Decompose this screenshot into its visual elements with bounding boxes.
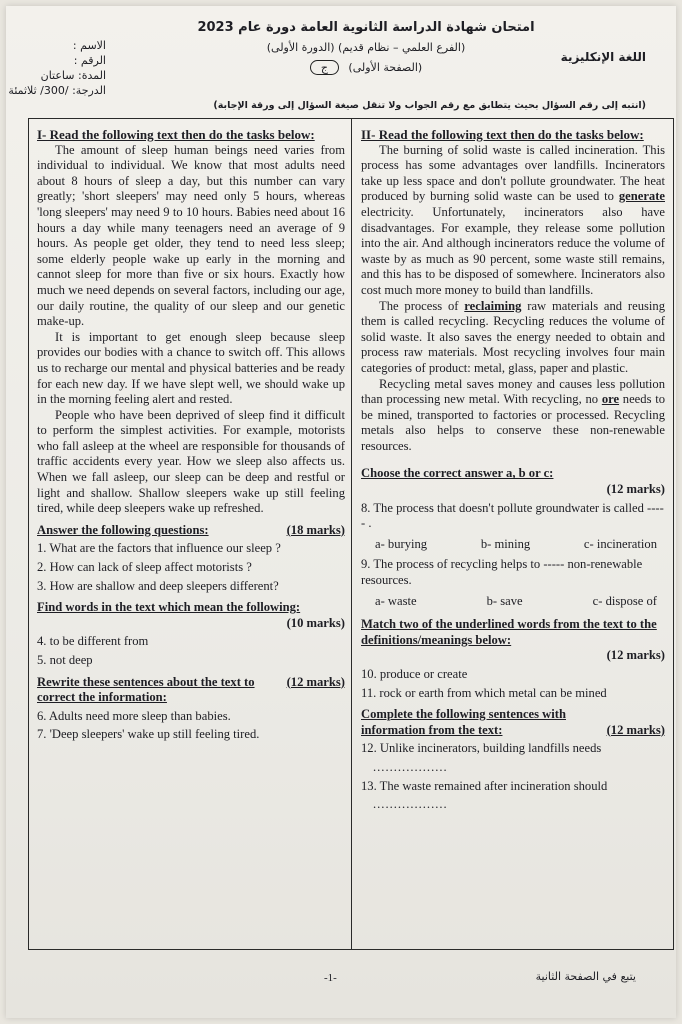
question-8: 8. The process that doesn't pollute groundwater is called ----- . (361, 500, 664, 531)
text-segment: Recycling metal saves money and causes less pollution than processing new metal. With recycling, no (361, 376, 665, 407)
answer-blank-13: .................. (373, 797, 448, 812)
passage-two-paragraph-2 (361, 299, 665, 377)
name-label: الاسم : (72, 39, 106, 52)
task-match-words (361, 617, 665, 648)
option-c: c- incineration (583, 536, 657, 551)
section-one (37, 127, 345, 746)
exam-frame (28, 118, 674, 950)
grade-label: الدرجة: /300/ ثلاثمئة (8, 84, 106, 97)
option-b: b- save (486, 593, 523, 608)
text-segment: raw materials and reusing them is called recycling. Recycling reduces the volume of solid waste. It also saves the energy needed to obtain and process raw materials. Most recycling involves four main categories of product: metal, glass, paper and plastic. (361, 298, 665, 375)
underlined-word-generate: generate (618, 189, 665, 204)
underlined-word-reclaiming: reclaiming (464, 298, 522, 313)
text-segment: The process of (379, 298, 465, 313)
task-label: Complete the following sentences with information from the text: (361, 707, 566, 737)
passage-two-paragraph-3 (361, 377, 665, 455)
passage-one-paragraph-1: The amount of sleep human beings need varies from individual to individual. We know that most adults need about 8 hours of sleep a day, but this number can vary greatly; 'short sleepers' may need only 5 hours, whereas 'long sleepers' may need 9 to 10 hours. Babies need about 16 hours a day while many teenagers need an average of 9 hours. As people get older, they tend to need less sleep; some elderly people wake up early in the morning and cannot sleep for more than five or six hours. Exactly how much we need depends on several factors, including our age, our daily routine, the quality of our sleep and our genetic make-up. (37, 142, 345, 329)
duration-label: المدة: ساعتان (40, 69, 106, 82)
student-info (8, 38, 106, 98)
task-marks: (12 marks) (606, 648, 665, 663)
task-label: Find words in the text which mean the following: (37, 600, 301, 615)
question-9-options (361, 592, 665, 612)
exam-title: امتحان شهادة الدراسة الثانوية العامة دورة عام 2023 (197, 20, 535, 35)
question-1: 1. What are the factors that influence our sleep ? (37, 541, 281, 556)
option-a: a- burying (375, 536, 428, 551)
task-marks: (18 marks) (286, 522, 345, 537)
question-3: 3. How are shallow and deep sleepers different? (37, 578, 279, 593)
option-c: c- dispose of (592, 593, 657, 608)
section-two-heading: II- Read the following text then do the tasks below: (361, 127, 644, 142)
task-choose-answer (361, 466, 665, 482)
section-two (361, 127, 665, 813)
task-marks: (12 marks) (286, 674, 345, 689)
exam-instruction-note: (انتبه إلى رقم السؤال بحيث يتطابق مع رقم الجواب ولا تنقل صيغة السؤال إلى ورقة الإجابة) (213, 100, 646, 111)
task-find-words (37, 600, 345, 616)
page-label-row (186, 60, 546, 75)
task-rewrite (37, 675, 345, 706)
task-label: Match two of the underlined words from the text to the definitions/meanings below: (361, 617, 657, 647)
question-8-options (361, 535, 665, 555)
number-label: الرقم : (73, 54, 106, 67)
task-marks-row (361, 648, 665, 664)
passage-one-paragraph-3: People who have been deprived of sleep find it difficult to perform the simplest activities. For example, motorists who fall asleep at the wheel are responsible for thousands of traffic accidents every year. How we sleep also affects us. When we fall asleep, our sleep can be deep and restful or light and shallow. Shallow sleepers wake up still feeling tired, while deep sleepers wake up refreshed. (37, 407, 345, 516)
question-13: 13. The waste remained after incineration should (361, 778, 608, 793)
question-12: 12. Unlike incinerators, building landfills needs (361, 741, 602, 756)
question-6: 6. Adults need more sleep than babies. (37, 708, 231, 723)
text-segment: The burning of solid waste is called incineration. This process has some advantages over landfills. Incinerators take up less space and don't pollute groundwater. The heat produced by burning solid waste can be used to (361, 142, 665, 204)
text-segment: needs to be mined, transported to factories or processed. Recycling metals also helps to conserve these non-renewable resources. (361, 392, 665, 453)
section-one-heading: I- Read the following text then do the tasks below: (37, 127, 315, 142)
option-b: b- mining (480, 536, 531, 551)
task-marks-row (37, 616, 345, 632)
task-marks: (10 marks) (286, 615, 345, 630)
task-complete-sentences (361, 707, 665, 738)
question-7: 7. 'Deep sleepers' wake up still feeling tired. (37, 727, 260, 742)
page-number: -1- (324, 972, 337, 984)
model-code: ج (310, 60, 339, 75)
task-answer-questions (37, 523, 345, 539)
question-2: 2. How can lack of sleep affect motorists ? (37, 560, 252, 575)
subject-label: اللغة الإنكليزية (560, 50, 646, 64)
question-4: 4. to be different from (37, 634, 149, 649)
task-label: Answer the following questions: (37, 522, 209, 537)
task-label: Rewrite these sentences about the text to correct the information: (37, 674, 255, 705)
task-marks: (12 marks) (606, 722, 665, 737)
question-5: 5. not deep (37, 653, 93, 667)
continue-note: يتبع في الصفحة الثانية (535, 970, 636, 983)
page-label: (الصفحة الأولى) (348, 61, 423, 74)
exam-title-block (186, 20, 546, 75)
task-marks-row (361, 482, 665, 498)
task-marks: (12 marks) (606, 482, 665, 497)
exam-branch: (الفرع العلمي – نظام قديم) (الدورة الأولى) (266, 41, 466, 54)
question-11: 11. rock or earth from which metal can be mined (361, 685, 607, 700)
exam-paper (6, 6, 676, 1018)
question-9: 9. The process of recycling helps to ----- non-renewable resources. (361, 557, 643, 588)
underlined-word-ore: ore (601, 392, 620, 407)
option-a: a- waste (375, 593, 417, 608)
column-divider (351, 119, 352, 949)
answer-blank-12: .................. (373, 759, 448, 774)
question-10: 10. produce or create (361, 667, 468, 681)
passage-one-paragraph-2: It is important to get enough sleep because sleep provides our bodies with a chance to switch off. This allows us to recharge our mental and physical batteries and be ready for each new day. If we have slept well, we should wake up in the morning feeling alert and rested. (37, 329, 345, 407)
exam-header (6, 6, 676, 116)
task-label: Choose the correct answer a, b or c: (361, 466, 554, 481)
text-segment: electricity. Unfortunately, incinerators also have disadvantages. For example, they release some pollution into the air. And although incinerators reduce the volume of waste by as much as 90 percent, some waste still remains, and this has to be disposed of somewhere. Incinerators also cost much more money to build than landfills. (361, 204, 665, 297)
passage-two-paragraph-1 (361, 143, 665, 299)
